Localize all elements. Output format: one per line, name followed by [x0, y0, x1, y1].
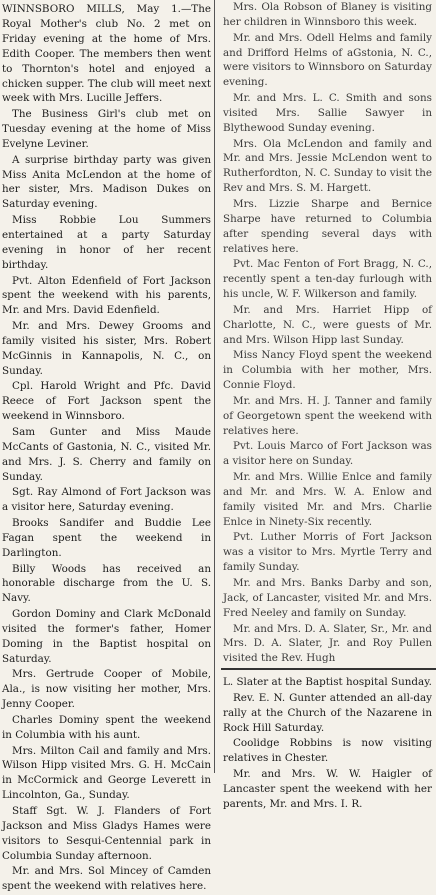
news-item: L. Slater at the Baptist hospital Sunday.: [223, 676, 432, 688]
news-item: The Business Girl's club met on Tuesday evening at the home of Miss Evelyne Leviner.: [2, 108, 211, 150]
news-item: Mrs. Ola Robson of Blaney is visiting her children in Winnsboro this week.: [223, 1, 432, 28]
news-item: Sam Gunter and Miss Maude McCants of Gastonia, N. C., visited Mr. and Mrs. J. S. Cherry and family on Sunday.: [2, 425, 211, 483]
news-item: Cpl. Harold Wright and Pfc. David Reece of Fort Jackson spent the weekend in Winnsboro.: [2, 380, 211, 423]
news-item: Pvt. Louis Marco of Fort Jackson was a visitor here on Sunday.: [223, 440, 432, 468]
news-item: Miss Nancy Floyd spent the weekend in Columbia with her mother, Mrs. Connie Floyd.: [223, 349, 432, 392]
news-item: Mr. and Mrs. Odell Helms and family and Drifford Helms of aGstonia, N. C., were visitors to Winnsboro on Saturday evening.: [223, 31, 432, 89]
news-item: Sgt. Ray Almond of Fort Jackson was a visitor here, Saturday evening.: [2, 486, 211, 514]
news-item: Billy Woods has received an honorable discharge from the U. S. Navy.: [2, 562, 211, 605]
news-item: A surprise birthday party was given Miss Anita McLendon at the home of her sister, Mrs. Madison Dukes on Saturday evening.: [2, 153, 211, 211]
news-item: Rev. E. N. Gunter attended an all-day rally at the Church of the Nazarene in Rock Hill Saturday.: [223, 691, 432, 734]
news-item: Coolidge Robbins is now visiting relatives in Chester.: [223, 737, 432, 765]
news-item: Mr. and Mrs. Harriet Hipp of Charlotte, N. C., were guests of Mr. and Mrs. Wilson Hipp last Sunday.: [223, 303, 432, 346]
news-item: Mr. and Mrs. W. W. Haigler of Lancaster spent the weekend with her parents, Mr. and Mrs. I. R.: [223, 767, 432, 810]
news-item: Mr. and Mrs. H. J. Tanner and family of Georgetown spent the weekend with relatives here.: [223, 394, 432, 437]
news-item: WINNSBORO MILLS, May 1.—The Royal Mother's club No. 2 met on Friday evening at the home of Mrs. Edith Cooper. The members then went to Thornton's hotel and enjoyed a chicken supper. The club will meet next week with Mrs. Lucille Jeffers.: [2, 3, 211, 105]
news-item: Mr. and Mrs. Banks Darby and son, Jack, of Lancaster, visited Mr. and Mrs. Fred Neeley and family on Sunday.: [223, 577, 432, 619]
news-item: Mr. and Mrs. Dewey Grooms and family visited his sister, Mrs. Robert McGinnis in Kannapolis, N. C., on Sunday.: [2, 320, 211, 377]
news-item: Mr. and Mrs. Sol Mincey of Camden spent the weekend with relatives here.: [2, 865, 211, 893]
news-item: Gordon Dominy and Clark McDonald visited the former's father, Homer Doming in the Baptist hospital on Saturday.: [2, 608, 211, 665]
news-item: Charles Dominy spent the weekend in Columbia with his aunt.: [2, 713, 211, 741]
news-item: Miss Robbie Lou Summers entertained at a party Saturday evening in honor of her recent birthday.: [2, 214, 211, 271]
right-bottom-column: [223, 675, 432, 812]
news-item: Pvt. Luther Morris of Fort Jackson was a visitor to Mrs. Myrtle Terry and family Sunday.: [223, 531, 432, 574]
column-divider: [214, 0, 215, 773]
section-rule: [221, 668, 436, 670]
right-column: [223, 0, 432, 667]
news-item: Mrs. Milton Cail and family and Mrs. Wilson Hipp visited Mrs. G. H. McCain in McCormick and George Leverett in Lincolnton, Ga., Sunday.: [2, 744, 211, 802]
news-item: Staff Sgt. W. J. Flanders of Fort Jackson and Miss Gladys Hames were visitors to Sesqui-Centennial park in Columbia Sunday afternoon.: [2, 804, 211, 862]
news-item: Mr. and Mrs. D. A. Slater, Sr., Mr. and Mrs. D. A. Slater, Jr. and Roy Pullen visited the Rev. Hugh: [223, 622, 432, 665]
news-item: Mr. and Mrs. Willie Enlce and family and Mr. and Mrs. W. A. Enlow and family visited Mr. and Mrs. Charlie Enlce in Ninety-Six recently.: [223, 471, 432, 528]
left-column: [2, 2, 211, 895]
news-item: Mrs. Gertrude Cooper of Mobile, Ala., is now visiting her mother, Mrs. Jenny Cooper.: [2, 668, 211, 711]
news-item: Pvt. Mac Fenton of Fort Bragg, N. C., recently spent a ten-day furlough with his uncle, W. F. Wilkerson and family.: [223, 258, 432, 301]
news-item: Mrs. Lizzie Sharpe and Bernice Sharpe have returned to Columbia after spending several days with relatives here.: [223, 197, 432, 255]
news-item: Mr. and Mrs. L. C. Smith and sons visited Mrs. Sallie Sawyer in Blythewood Sunday evening.: [223, 92, 432, 134]
news-item: Pvt. Alton Edenfield of Fort Jackson spent the weekend with his parents, Mr. and Mrs. David Edenfield.: [2, 274, 211, 317]
news-item: Brooks Sandifer and Buddie Lee Fagan spent the weekend in Darlington.: [2, 516, 211, 559]
news-item: Mrs. Ola McLendon and family and Mr. and Mrs. Jessie McLendon went to Rutherfordton, N. C. Sunday to visit the Rev and Mrs. S. M. Hargett.: [223, 137, 432, 195]
